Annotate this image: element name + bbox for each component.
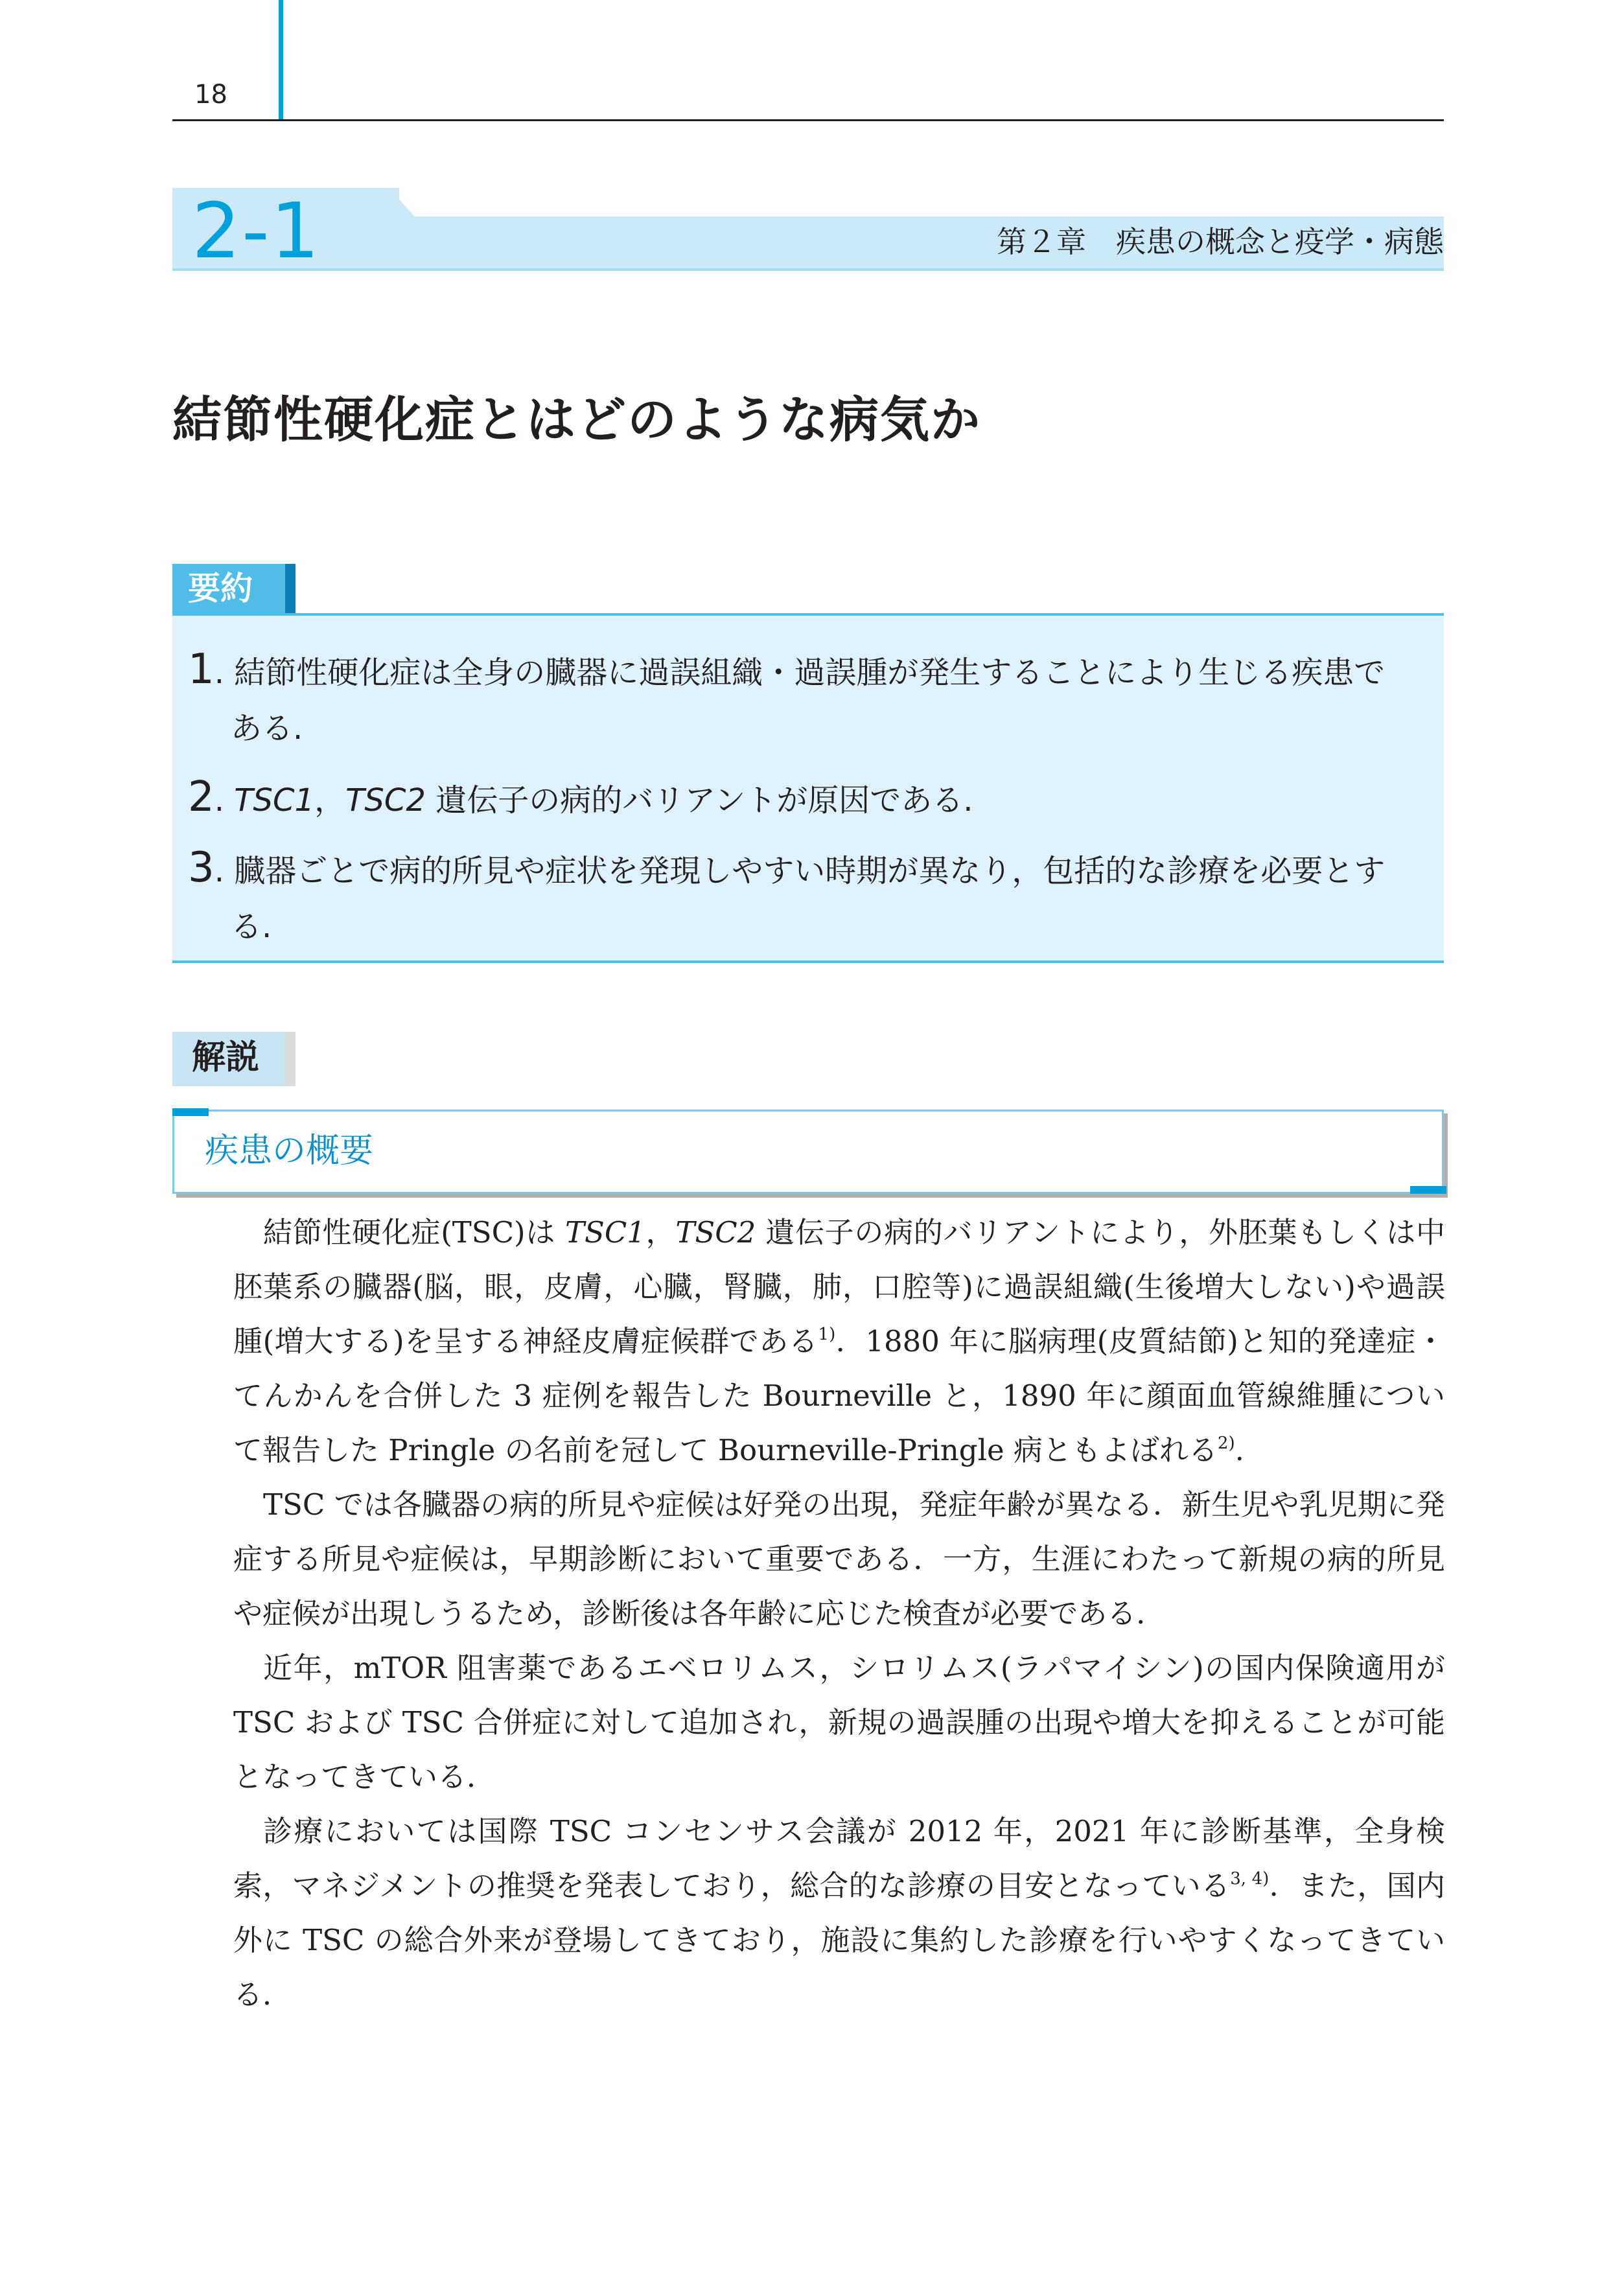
text-run: 遺伝子の病的バリアントにより，外胚葉もしくは中胚葉系の臓器(脳，眼，皮膚，心臓，腎臓，肺，口腔等)に過誤組織(生後増大しない)や過誤腫(増大する)を呈する神経皮膚症候群である bbox=[233, 1215, 1445, 1358]
separator: ， bbox=[314, 782, 346, 819]
summary-item-number: 2 bbox=[188, 773, 215, 821]
commentary-label: 解説 bbox=[192, 1038, 260, 1077]
summary-item-1: 1. 結節性硬化症は全身の臓器に過誤組織・過誤腫が発生することにより生じる疾患で ある. bbox=[188, 642, 1432, 756]
chapter-band-tab-slope bbox=[389, 188, 415, 216]
page-number: 18 bbox=[194, 80, 227, 110]
summary-item-3: 3. 臓器ごとで病的所見や症状を発現しやすい時期が異なり，包括的な診療を必要とす る. bbox=[188, 840, 1432, 955]
summary-item-number: 3 bbox=[188, 844, 215, 892]
chapter-band-underline bbox=[172, 268, 1444, 271]
summary-item-text-continued: る. bbox=[231, 909, 272, 945]
summary-item-text: 臓器ごとで病的所見や症状を発現しやすい時期が異なり，包括的な診療を必要とす bbox=[234, 853, 1386, 889]
text-run: ．1880 年に脳病理(皮質結節)と知的発達症・てんかんを合併した 3 症例を報告した Bourneville と，1890 年に顔面血管線維腫について報告した Pringle の名前を冠して Bourneville-Pringle 病ともよばれる bbox=[233, 1324, 1445, 1467]
paragraph-2: TSC では各臓器の病的所見や症候は好発の出現，発症年齢が異なる．新生児や乳児期に発症する所見や症候は，早期診断において重要である．一方，生涯にわたって新規の病的所見や症候が出現しうるため，診断後は各年齢に応じた検査が必要である． bbox=[233, 1487, 1445, 1631]
citation[interactable]: 3, 4) bbox=[1230, 1869, 1270, 1889]
summary-label-accent bbox=[285, 564, 296, 613]
body-text bbox=[233, 1205, 1445, 2022]
summary-item-text-continued: ある. bbox=[231, 710, 303, 747]
citation[interactable]: 1) bbox=[818, 1325, 836, 1344]
text-run: ．また，国内外に TSC の総合外来が登場してきており，施設に集約した診療を行いやすくなってきている． bbox=[233, 1868, 1445, 2012]
summary-item-text: 遺伝子の病的バリアントが原因である. bbox=[425, 782, 973, 819]
gene-name: TSC1 bbox=[234, 782, 315, 819]
text-run: . bbox=[1235, 1433, 1244, 1467]
section-number: 2-1 bbox=[192, 186, 321, 275]
summary-item-number: 1 bbox=[188, 646, 215, 693]
subsection-heading: 疾患の概要 bbox=[205, 1132, 374, 1170]
header-accent-line bbox=[279, 0, 283, 121]
paragraph-4 bbox=[233, 1804, 1445, 2022]
paragraph-1 bbox=[233, 1205, 1445, 1478]
separator: ， bbox=[645, 1215, 676, 1250]
gene-name: TSC1 bbox=[565, 1215, 645, 1250]
commentary-label-accent bbox=[285, 1032, 296, 1086]
gene-name: TSC2 bbox=[345, 782, 426, 819]
summary-item-2: 2. TSC1，TSC2 遺伝子の病的バリアントが原因である. bbox=[188, 773, 973, 821]
subsection-corner-accent bbox=[1410, 1186, 1446, 1194]
summary-label: 要約 bbox=[188, 570, 253, 607]
paragraph-3: 近年，mTOR 阻害薬であるエベロリムス，シロリムス(ラパマイシン)の国内保険適用が TSC および TSC 合併症に対して追加され，新規の過誤腫の出現や増大を抑えることが可能となってきている． bbox=[233, 1651, 1445, 1794]
header-rule bbox=[172, 119, 1444, 121]
summary-item-text: 結節性硬化症は全身の臓器に過誤組織・過誤腫が発生することにより生じる疾患で bbox=[234, 655, 1386, 691]
text-run: 診療においては国際 TSC コンセンサス会議が 2012 年，2021 年に診断基準，全身検索，マネジメントの推奨を発表しており，総合的な診療の目安となっている bbox=[233, 1814, 1445, 1903]
page-title: 結節性硬化症とはどのような病気か bbox=[172, 391, 981, 448]
chapter-label: 第２章 疾患の概念と疫学・病態 bbox=[997, 224, 1444, 259]
subsection-corner-accent bbox=[172, 1108, 209, 1116]
gene-name: TSC2 bbox=[675, 1215, 756, 1250]
citation[interactable]: 2) bbox=[1217, 1434, 1235, 1453]
text-run: 結節性硬化症(TSC)は bbox=[263, 1215, 566, 1250]
